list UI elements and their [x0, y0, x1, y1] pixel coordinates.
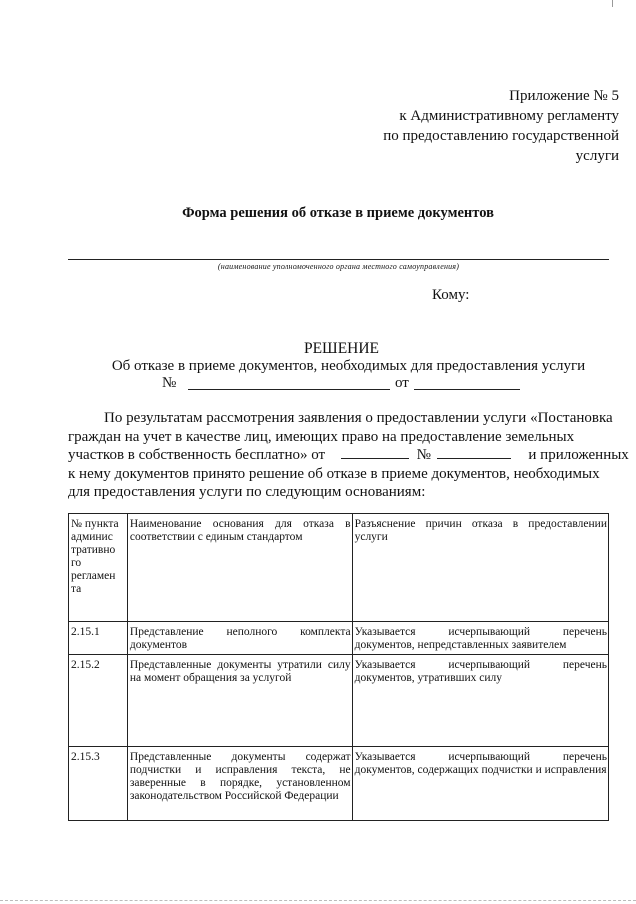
number-blank[interactable]: [188, 389, 390, 390]
appendix-block: [299, 86, 619, 166]
table-header-row: [69, 514, 609, 622]
header-point-text: регламен: [71, 570, 116, 582]
table-row: [69, 747, 609, 821]
decision-subtitle: Об отказе в приеме документов, необходимых для предоставления услуги: [111, 358, 586, 374]
header-explanation-cell: Разъяснение причин отказа в предоставлении услуги: [352, 514, 608, 622]
header-ground-cell: Наименование основания для отказа в соответствии с единым стандартом: [127, 514, 352, 622]
explanation-cell: Указывается исчерпывающий перечень документов, непредставленных заявителем: [352, 622, 608, 655]
paragraph-line-5: для предоставления услуги по следующим основаниям:: [68, 484, 426, 500]
ground-cell: Представление неполного комплекта документов: [127, 622, 352, 655]
page-bottom-edge: [0, 900, 636, 901]
date-blank[interactable]: [414, 389, 520, 390]
header-point-text: тративно: [71, 544, 116, 556]
header-point-text: № пункта: [71, 518, 119, 530]
appendix-number: Приложение № 5: [509, 88, 619, 104]
decision-paragraph: [68, 409, 629, 502]
paragraph-line-3-end: и приложенных: [528, 447, 629, 463]
scan-mark: [612, 0, 613, 7]
appendix-line-3: по предоставлению государственной: [383, 128, 619, 144]
table-row: [69, 622, 609, 655]
ground-cell: Представленные документы утратили силу на момент обращения за услугой: [127, 655, 352, 747]
paragraph-line-4: к нему документов принято решение об отказе в приеме документов, необходимых: [68, 465, 600, 482]
explanation-cell: Указывается исчерпывающий перечень документов, содержащих подчистки и исправления: [352, 747, 608, 821]
header-point-text: го: [71, 557, 82, 569]
table-row: [69, 655, 609, 747]
org-name-caption: (наименование уполномоченного органа местного самоуправления): [217, 262, 460, 271]
application-number-blank[interactable]: [437, 457, 511, 459]
paragraph-line-3: [68, 446, 629, 465]
ground-cell: Представленные документы содержат подчистки и исправления текста, не заверенные в порядке, установленном законодательством Российской Федерации: [127, 747, 352, 821]
point-cell: 2.15.3: [69, 747, 128, 821]
application-number-label: №: [416, 447, 431, 463]
appendix-line-4: услуги: [575, 148, 619, 164]
form-title: Форма решения об отказе в приеме документов: [182, 205, 494, 221]
header-point-text: та: [71, 583, 82, 595]
decision-number-line: [0, 375, 636, 395]
explanation-cell: Указывается исчерпывающий перечень документов, утративших силу: [352, 655, 608, 747]
recipient-label: Кому:: [432, 287, 470, 303]
date-label: от: [395, 375, 409, 391]
appendix-line-2: к Административному регламенту: [399, 108, 619, 124]
point-cell: 2.15.2: [69, 655, 128, 747]
application-date-blank[interactable]: [341, 457, 409, 459]
paragraph-line-3-start: участков в собственность бесплатно» от: [68, 447, 326, 463]
header-point-text: админис: [71, 531, 113, 543]
point-cell: 2.15.1: [69, 622, 128, 655]
decision-title: РЕШЕНИЕ: [303, 340, 380, 357]
org-name-line: [68, 259, 609, 260]
paragraph-line-2: граждан на учет в качестве лиц, имеющих право на предоставление земельных: [68, 428, 575, 445]
number-label: №: [162, 375, 177, 391]
refusal-grounds-table: [68, 513, 609, 821]
paragraph-line-1: По результатам рассмотрения заявления о предоставлении услуги «Постановка: [104, 410, 613, 426]
header-point-cell: [69, 514, 128, 622]
